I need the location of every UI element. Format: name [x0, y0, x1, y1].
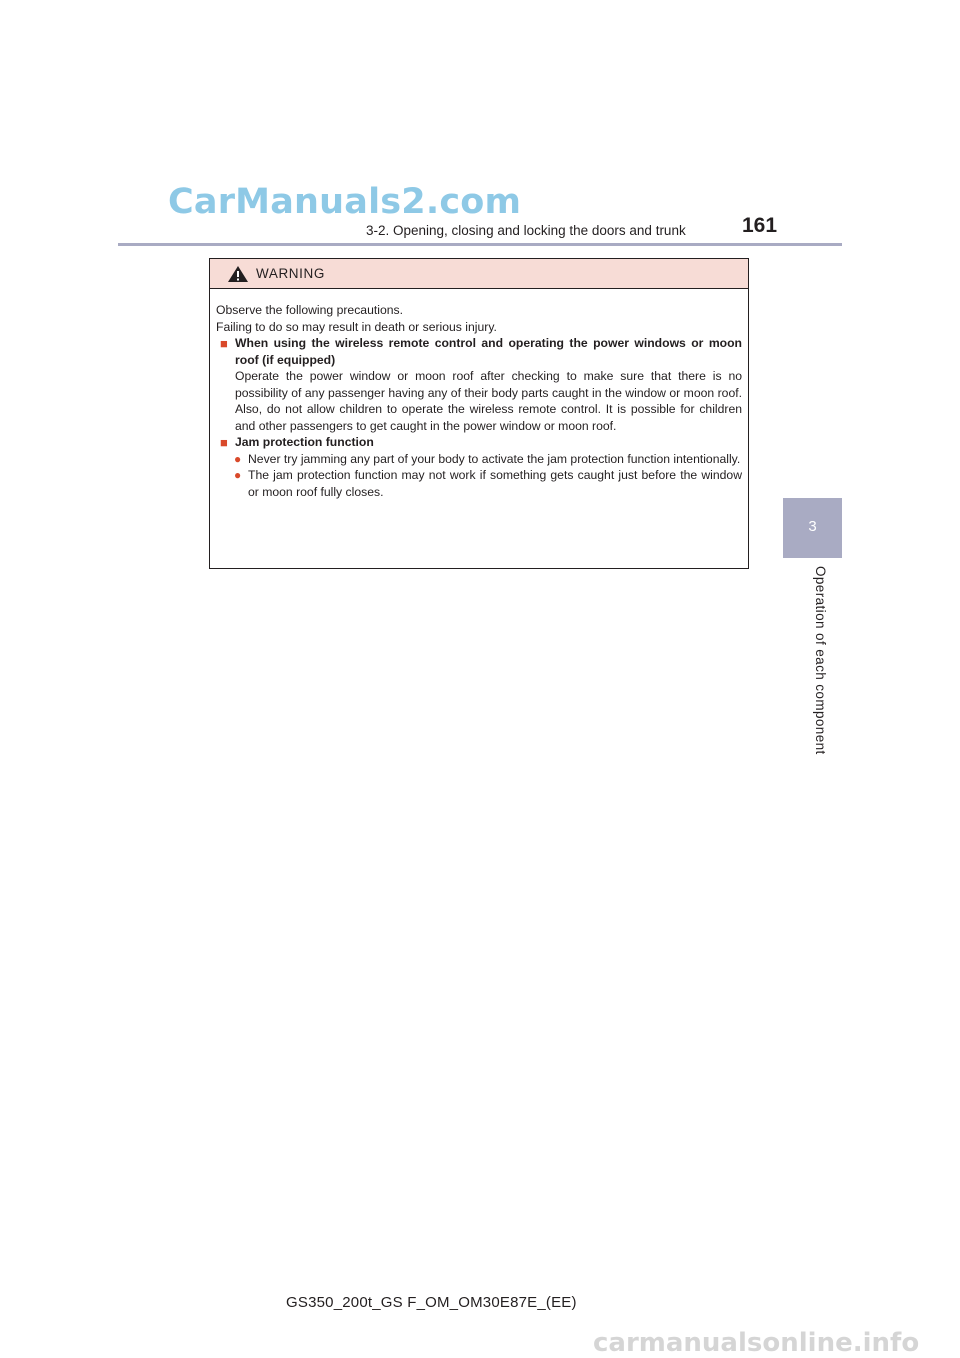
- warning-header: [210, 259, 748, 289]
- header-divider: [118, 243, 842, 246]
- section-heading: [216, 434, 742, 451]
- section-heading: [216, 335, 742, 368]
- warning-triangle-icon: [227, 265, 249, 283]
- warning-body: [210, 289, 748, 500]
- bullet-item: [216, 467, 742, 500]
- bullet-text: The jam protection function may not work if something gets caught just before the window or moon roof fully closes.: [248, 468, 742, 499]
- chapter-number: 3: [808, 518, 817, 535]
- round-bullet-icon: ●: [234, 468, 242, 482]
- bullet-text: Never try jamming any part of your body to activate the jam protection function intentionally.: [248, 451, 741, 466]
- section-title: 3-2. Opening, closing and locking the doors and trunk: [366, 223, 686, 238]
- square-bullet-icon: ■: [220, 336, 228, 351]
- watermark-logo: CarManuals2.com: [168, 182, 522, 222]
- intro-line: Observe the following precautions.: [216, 303, 403, 317]
- page-number: 161: [742, 214, 778, 237]
- chapter-label: Operation of each component: [813, 566, 828, 755]
- warning-box: [209, 258, 749, 569]
- section-heading-text: When using the wireless remote control and operating the power windows or moon roof (if equipped): [235, 336, 742, 367]
- intro-line: Failing to do so may result in death or serious injury.: [216, 319, 497, 334]
- square-bullet-icon: ■: [220, 435, 228, 450]
- warning-title: WARNING: [256, 266, 325, 281]
- bullet-item: [216, 451, 742, 468]
- section-body: Operate the power window or moon roof after checking to make sure that there is no possibility of any passenger having any of their body parts caught in the window or moon roof. Also, do not allow children to operate the wireless remote control. It is possible for children and other passengers to get caught in the power window or moon roof.: [235, 369, 742, 433]
- chapter-tab: [783, 498, 842, 558]
- round-bullet-icon: ●: [234, 451, 242, 466]
- watermark-footer: carmanualsonline.info: [593, 1328, 920, 1358]
- section-heading-text: Jam protection function: [235, 435, 374, 449]
- document-code: GS350_200t_GS F_OM_OM30E87E_(EE): [286, 1294, 577, 1311]
